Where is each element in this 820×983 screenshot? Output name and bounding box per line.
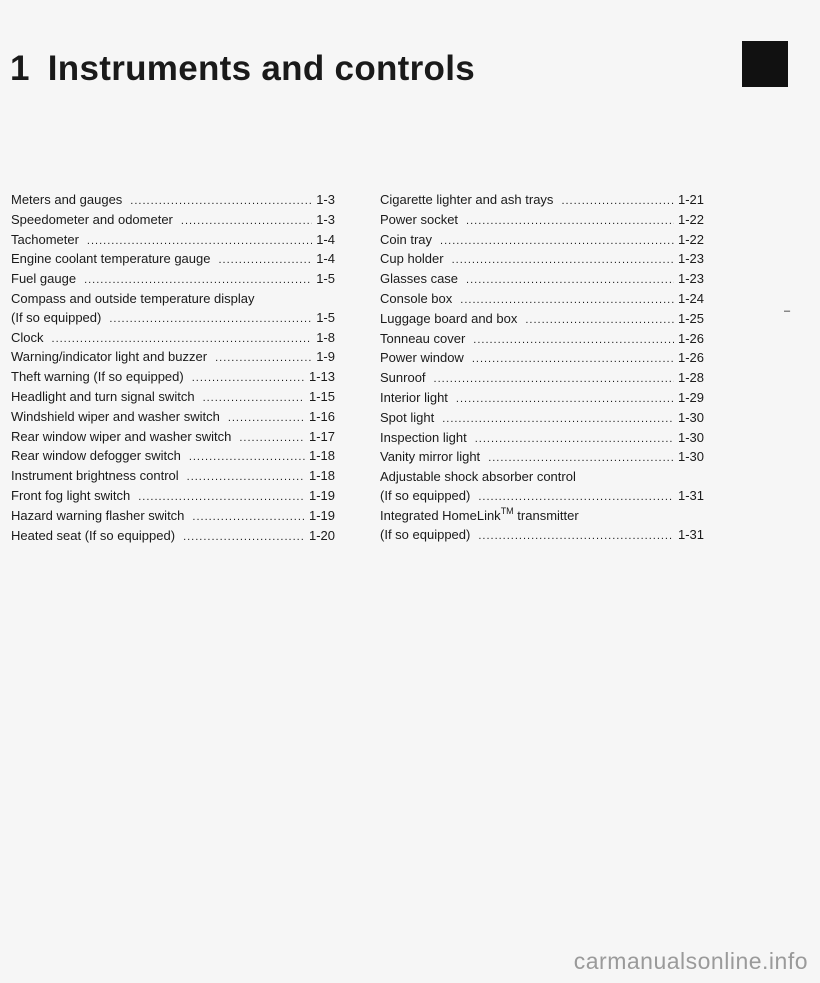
toc-entry[interactable] <box>11 191 335 211</box>
dot-leader <box>130 192 312 211</box>
toc-entry-title: Vanity mirror light <box>380 449 481 465</box>
dot-leader <box>442 410 674 429</box>
toc-entry-page: 1-3 <box>316 211 335 227</box>
dot-leader <box>109 310 312 329</box>
toc-entry[interactable] <box>11 329 335 349</box>
dot-leader <box>138 488 305 507</box>
toc-entry-title-line <box>11 290 335 309</box>
dot-leader <box>561 192 674 211</box>
toc-entry-page: 1-26 <box>677 330 704 346</box>
toc-entry[interactable] <box>380 369 704 389</box>
toc-entry-title: Hazard warning flasher switch <box>11 507 185 523</box>
toc-entry[interactable] <box>11 507 335 527</box>
toc-entry-page: 1-30 <box>677 409 704 425</box>
dot-leader <box>215 349 312 368</box>
toc-entry-title: Rear window wiper and washer switch <box>11 428 232 444</box>
toc-entry-page: 1-4 <box>316 251 335 267</box>
toc-entry-title: (If so equipped) <box>380 526 471 542</box>
toc-entry-page: 1-9 <box>316 349 335 365</box>
dot-leader <box>218 251 312 270</box>
dot-leader <box>440 232 674 251</box>
toc-entry-title: Interior light <box>380 389 448 405</box>
toc-entry-title: Spot light <box>380 409 435 425</box>
dot-leader <box>228 409 305 428</box>
toc-entry[interactable] <box>11 388 335 408</box>
dot-leader <box>456 390 674 409</box>
toc-entry-title: (If so equipped) <box>380 487 471 503</box>
toc-entry-page: 1-19 <box>308 507 335 523</box>
toc-entry-page: 1-19 <box>308 487 335 503</box>
toc-column-right <box>380 191 704 545</box>
toc-entry-title-suffix: transmitter <box>513 507 579 523</box>
toc-entry-title: (If so equipped) <box>11 309 102 325</box>
toc-entry-page: 1-29 <box>677 389 704 405</box>
toc-entry[interactable] <box>380 211 704 231</box>
toc-entry-title: Cigarette lighter and ash trays <box>380 192 554 207</box>
dot-leader <box>478 527 674 546</box>
toc-entry-title: Meters and gauges <box>11 192 123 207</box>
trademark-superscript: TM <box>500 505 514 516</box>
toc-entry-page: 1-13 <box>308 369 335 385</box>
toc-entry-page: 1-18 <box>308 448 335 464</box>
toc-entry-page: 1-3 <box>316 192 335 207</box>
toc-entry[interactable] <box>380 330 704 350</box>
chapter-title <box>10 48 475 90</box>
toc-entry-title-line-text: Compass and outside temperature display <box>11 290 255 306</box>
toc-entry[interactable] <box>380 231 704 251</box>
toc-entry-title: Speedometer and odometer <box>11 211 173 227</box>
toc-entry-page: 1-22 <box>677 211 704 227</box>
toc-entry[interactable] <box>11 231 335 251</box>
toc-entry[interactable] <box>380 270 704 290</box>
toc-entry-title: Theft warning (If so equipped) <box>11 369 184 385</box>
toc-entry-title: Coin tray <box>380 231 433 247</box>
toc-entry[interactable] <box>380 389 704 409</box>
toc-entry[interactable] <box>380 250 704 270</box>
toc-entry-title: Front fog light switch <box>11 487 131 503</box>
dot-leader <box>472 350 674 369</box>
chapter-tab-marker <box>742 41 788 87</box>
toc-entry-title: Power window <box>380 350 464 366</box>
toc-entry-page: 1-24 <box>677 290 704 306</box>
toc-entry[interactable] <box>380 487 704 507</box>
toc-entry-title: Sunroof <box>380 370 426 386</box>
dot-leader <box>466 271 674 290</box>
toc-entry[interactable] <box>380 349 704 369</box>
toc-entry-title: Inspection light <box>380 429 467 445</box>
dot-leader <box>84 271 312 290</box>
toc-entry-title: Rear window defogger switch <box>11 448 181 464</box>
toc-entry-title: Glasses case <box>380 271 459 287</box>
toc-entry-page: 1-28 <box>677 370 704 386</box>
toc-entry-page: 1-17 <box>308 428 335 444</box>
dot-leader <box>466 212 674 231</box>
toc-entry-title: Instrument brightness control <box>11 468 179 484</box>
toc-entry-page: 1-20 <box>308 527 335 543</box>
toc-entry[interactable] <box>11 309 335 329</box>
toc-entry-page: 1-21 <box>677 192 704 207</box>
toc-entry-title: Headlight and turn signal switch <box>11 388 195 404</box>
toc-entry-page: 1-8 <box>316 329 335 345</box>
dot-leader <box>52 330 313 349</box>
toc-entry-page: 1-22 <box>677 231 704 247</box>
toc-entry-page: 1-16 <box>308 408 335 424</box>
dot-leader <box>192 508 305 527</box>
toc-entry-page: 1-30 <box>677 429 704 445</box>
toc-entry-page: 1-18 <box>308 468 335 484</box>
toc-entry-page: 1-4 <box>316 231 335 247</box>
toc-entry-page: 1-5 <box>316 271 335 287</box>
dot-leader <box>183 528 305 547</box>
watermark: carmanualsonline.info <box>573 948 808 974</box>
dot-leader <box>452 251 674 270</box>
dot-leader <box>525 311 674 330</box>
toc-entry-title: Engine coolant temperature gauge <box>11 251 211 267</box>
toc-entry[interactable] <box>11 467 335 487</box>
toc-entry-title: Console box <box>380 290 453 306</box>
dot-leader <box>434 370 674 389</box>
toc-entry-title: Heated seat (If so equipped) <box>11 527 176 543</box>
toc-entry-page: 1-31 <box>677 487 704 503</box>
dot-leader <box>192 369 305 388</box>
toc-entry-page: 1-26 <box>677 350 704 366</box>
toc-entry[interactable] <box>380 290 704 310</box>
toc-entry-title-line-text: Adjustable shock absorber control <box>380 469 576 485</box>
toc-entry-page: 1-5 <box>316 309 335 325</box>
toc-entry-title: Clock <box>11 329 44 345</box>
dot-leader <box>478 488 674 507</box>
toc-entry-page: 1-23 <box>677 251 704 267</box>
toc-entry[interactable] <box>380 191 704 211</box>
toc-entry-page: 1-15 <box>308 388 335 404</box>
toc-entry[interactable] <box>11 447 335 467</box>
toc-entry-title: Fuel gauge <box>11 271 77 287</box>
toc-entry[interactable] <box>11 211 335 231</box>
toc-entry-title: Tonneau cover <box>380 330 466 346</box>
toc-entry[interactable] <box>380 429 704 449</box>
toc-entry-title-line <box>380 507 704 526</box>
toc-entry[interactable] <box>11 348 335 368</box>
toc-entry-title: Warning/indicator light and buzzer <box>11 349 208 365</box>
toc-entry[interactable] <box>11 428 335 448</box>
toc-entry-title: Power socket <box>380 211 459 227</box>
dot-leader <box>203 389 305 408</box>
dot-leader <box>460 291 674 310</box>
dot-leader <box>239 429 305 448</box>
toc-entry-title-line-text: Integrated HomeLink <box>380 507 501 523</box>
dot-leader <box>475 430 674 449</box>
toc-entry-title-line <box>380 468 704 487</box>
toc-entry-page: 1-30 <box>677 449 704 465</box>
toc-entry[interactable] <box>380 310 704 330</box>
toc-entry[interactable] <box>380 526 704 546</box>
toc-entry[interactable] <box>11 487 335 507</box>
toc-entry-title: Windshield wiper and washer switch <box>11 408 220 424</box>
dot-leader <box>181 212 312 231</box>
chapter-number: 1 <box>10 49 30 88</box>
toc-entry-page: 1-25 <box>677 310 704 326</box>
margin-mark: – <box>784 305 791 317</box>
toc-entry-page: 1-31 <box>677 526 704 542</box>
toc-entry[interactable] <box>11 368 335 388</box>
dot-leader <box>87 232 312 251</box>
dot-leader <box>187 468 305 487</box>
toc-entry-title: Luggage board and box <box>380 310 518 326</box>
toc-entry[interactable] <box>380 448 704 468</box>
dot-leader <box>488 449 674 468</box>
toc-entry[interactable] <box>11 527 335 547</box>
toc-entry[interactable] <box>11 250 335 270</box>
toc-entry[interactable] <box>11 270 335 290</box>
dot-leader <box>189 448 305 467</box>
toc-entry[interactable] <box>11 408 335 428</box>
toc-entry-title: Cup holder <box>380 251 444 267</box>
toc-entry[interactable] <box>380 409 704 429</box>
dot-leader <box>473 331 674 350</box>
toc-entry-page: 1-23 <box>677 271 704 287</box>
toc-column-left <box>11 191 335 546</box>
toc-entry-title: Tachometer <box>11 231 79 247</box>
chapter-title-text: Instruments and controls <box>47 49 476 88</box>
